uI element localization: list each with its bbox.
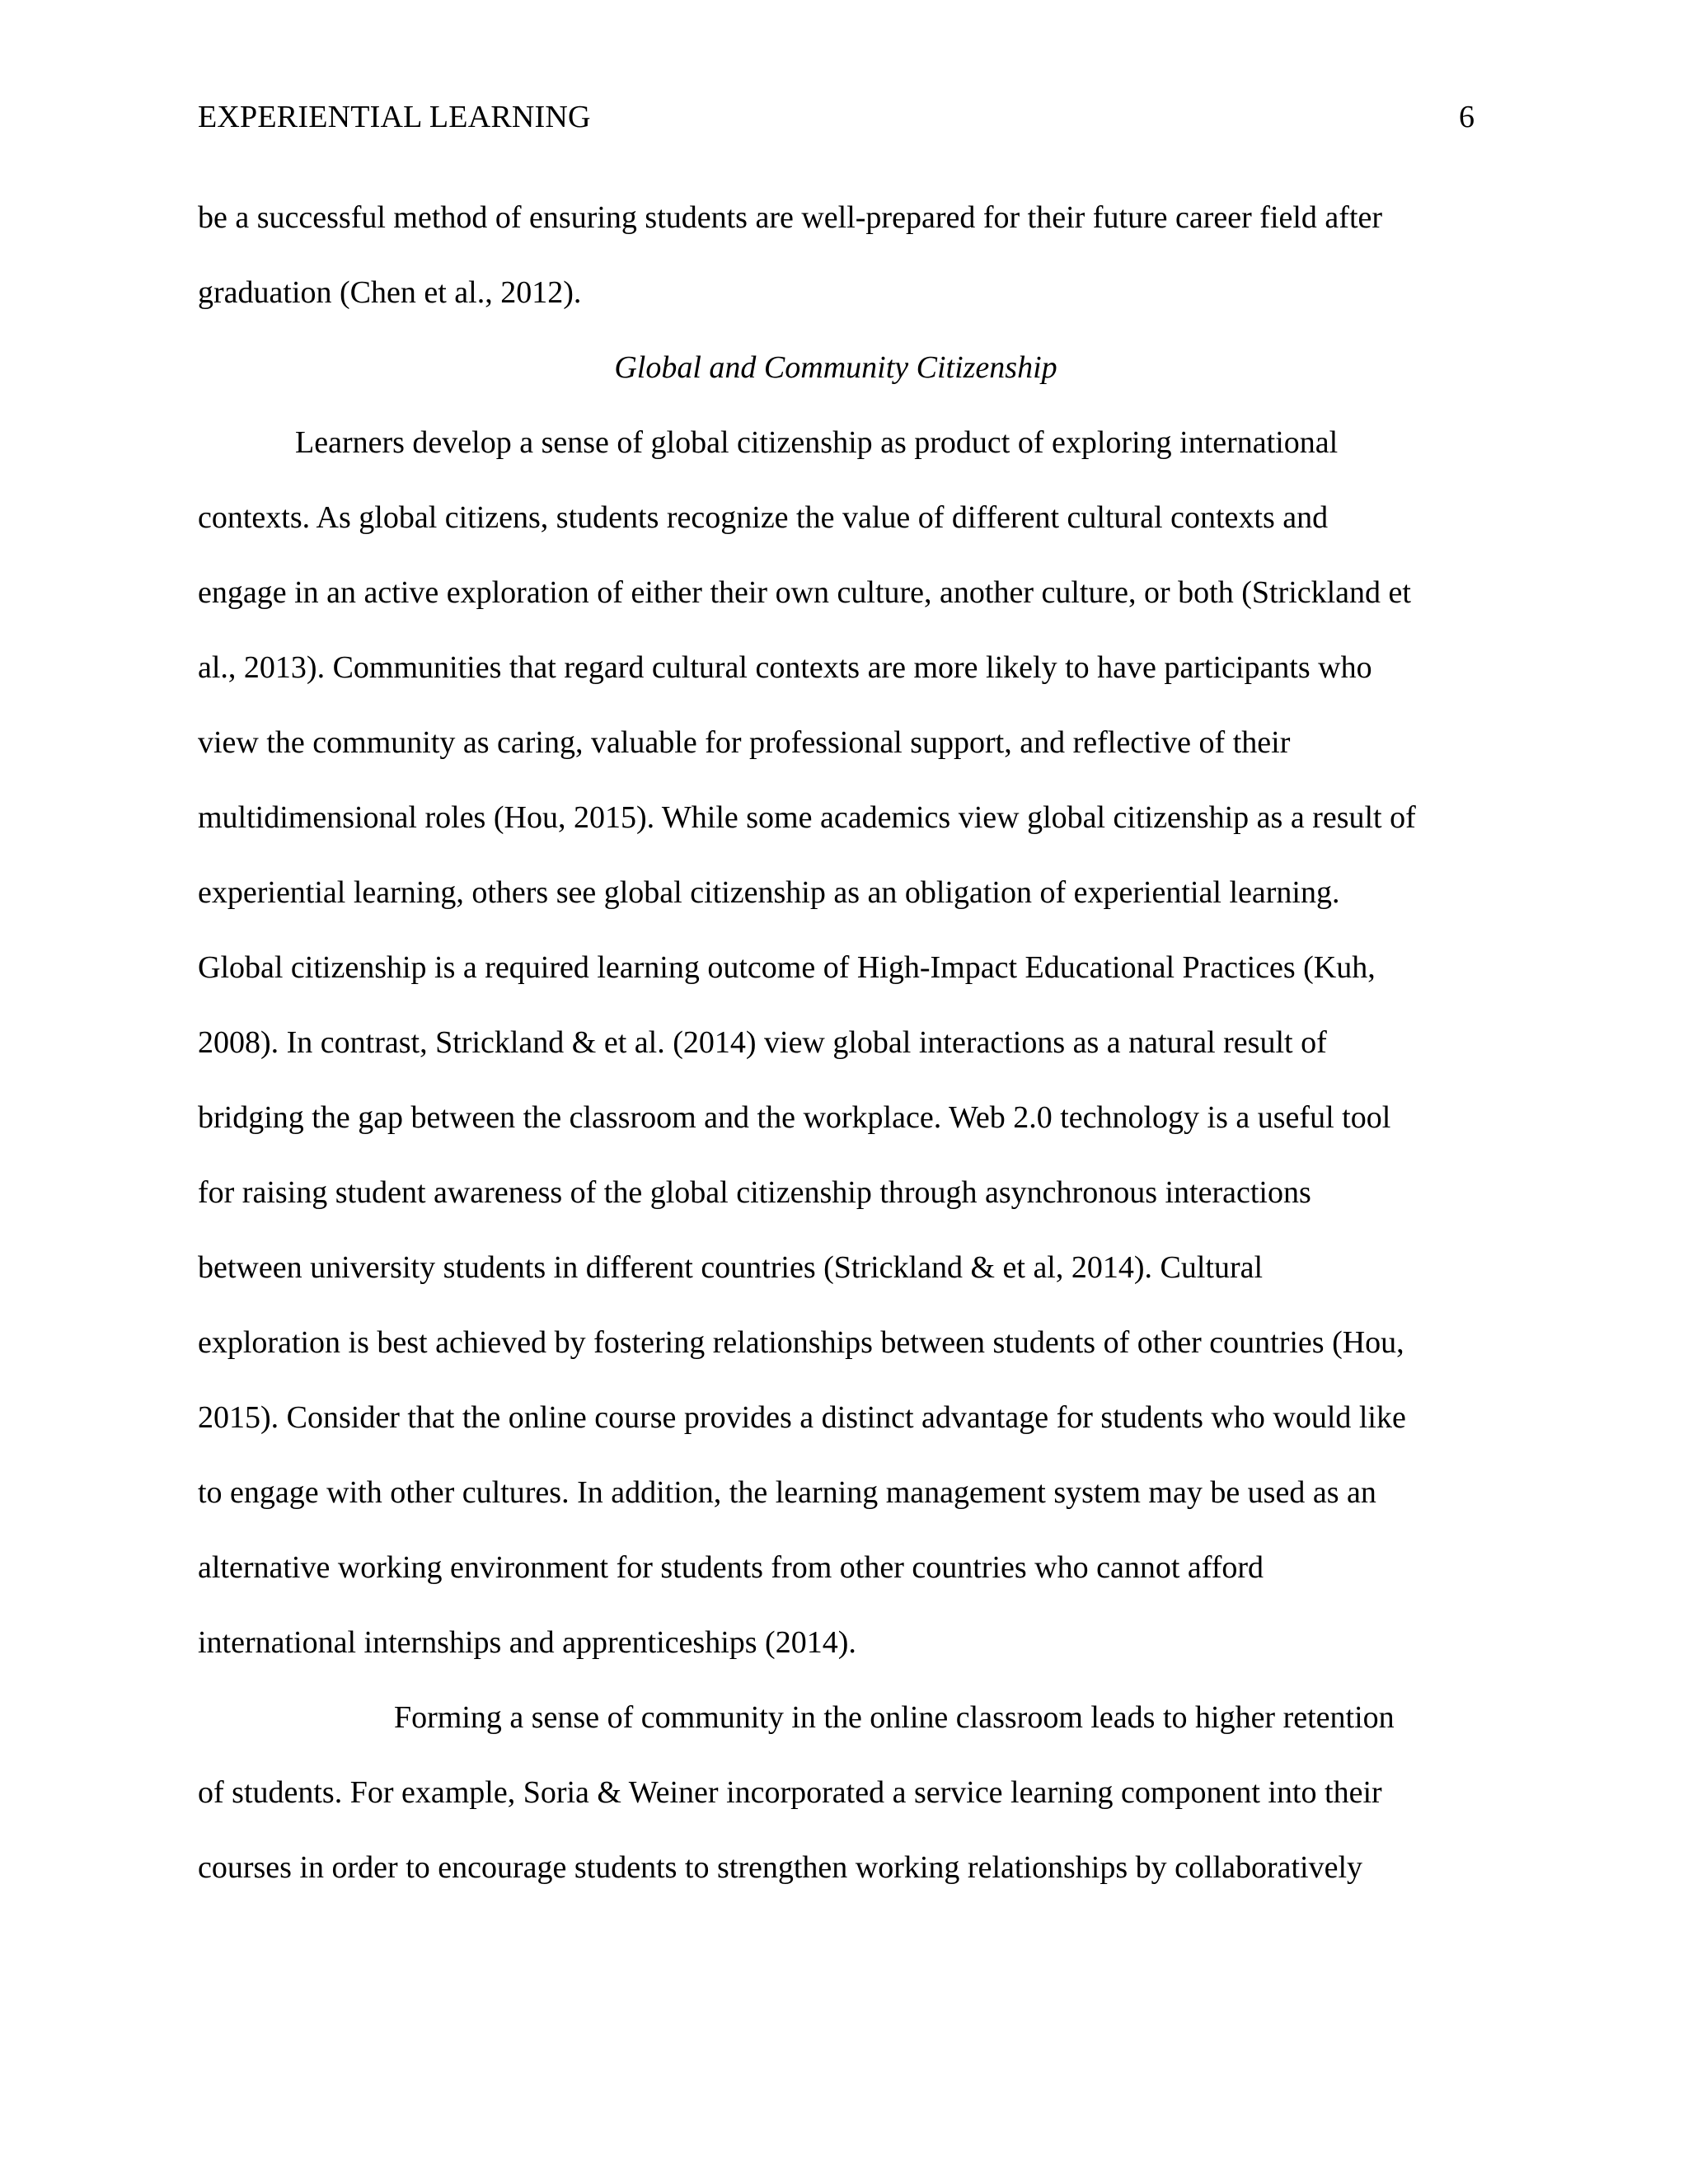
body-line: 2015). Consider that the online course provides a distinct advantage for students who would like [198,1400,1406,1435]
paragraph-first-line: Forming a sense of community in the online classroom leads to higher retention [394,1700,1395,1735]
body-line: exploration is best achieved by fostering relationships between students of other countries (Hou, [198,1325,1404,1360]
section-heading: Global and Community Citizenship [614,350,1057,385]
running-head: EXPERIENTIAL LEARNING [198,100,591,134]
body-line: graduation (Chen et al., 2012). [198,275,582,310]
body-line: al., 2013). Communities that regard cultural contexts are more likely to have participants who [198,650,1372,685]
body-line: courses in order to encourage students to strengthen working relationships by collaboratively [198,1850,1363,1885]
body-line: to engage with other cultures. In addition, the learning management system may be used as an [198,1475,1376,1510]
body-line: be a successful method of ensuring students are well-prepared for their future career field after [198,200,1383,235]
body-line: alternative working environment for students from other countries who cannot afford [198,1550,1264,1585]
body-line: view the community as caring, valuable for professional support, and reflective of their [198,725,1291,760]
body-line: international internships and apprenticeships (2014). [198,1625,856,1660]
body-line: engage in an active exploration of either their own culture, another culture, or both (Strickland et [198,575,1411,610]
body-line: multidimensional roles (Hou, 2015). While some academics view global citizenship as a result of [198,800,1416,835]
body-line: between university students in different countries (Strickland & et al, 2014). Cultural [198,1250,1264,1285]
body-line: bridging the gap between the classroom and the workplace. Web 2.0 technology is a useful tool [198,1100,1391,1135]
body-line: for raising student awareness of the global citizenship through asynchronous interactions [198,1175,1311,1210]
paragraph-first-line: Learners develop a sense of global citizenship as product of exploring international [295,425,1339,460]
page-number: 6 [1459,100,1475,134]
body-line: contexts. As global citizens, students recognize the value of different cultural contexts and [198,500,1329,535]
body-line: Global citizenship is a required learning outcome of High-Impact Educational Practices (Kuh, [198,950,1376,985]
body-line: experiential learning, others see global citizenship as an obligation of experiential learning. [198,875,1340,910]
body-line: 2008). In contrast, Strickland & et al. (2014) view global interactions as a natural result of [198,1025,1327,1060]
body-line: of students. For example, Soria & Weiner incorporated a service learning component into their [198,1775,1382,1810]
